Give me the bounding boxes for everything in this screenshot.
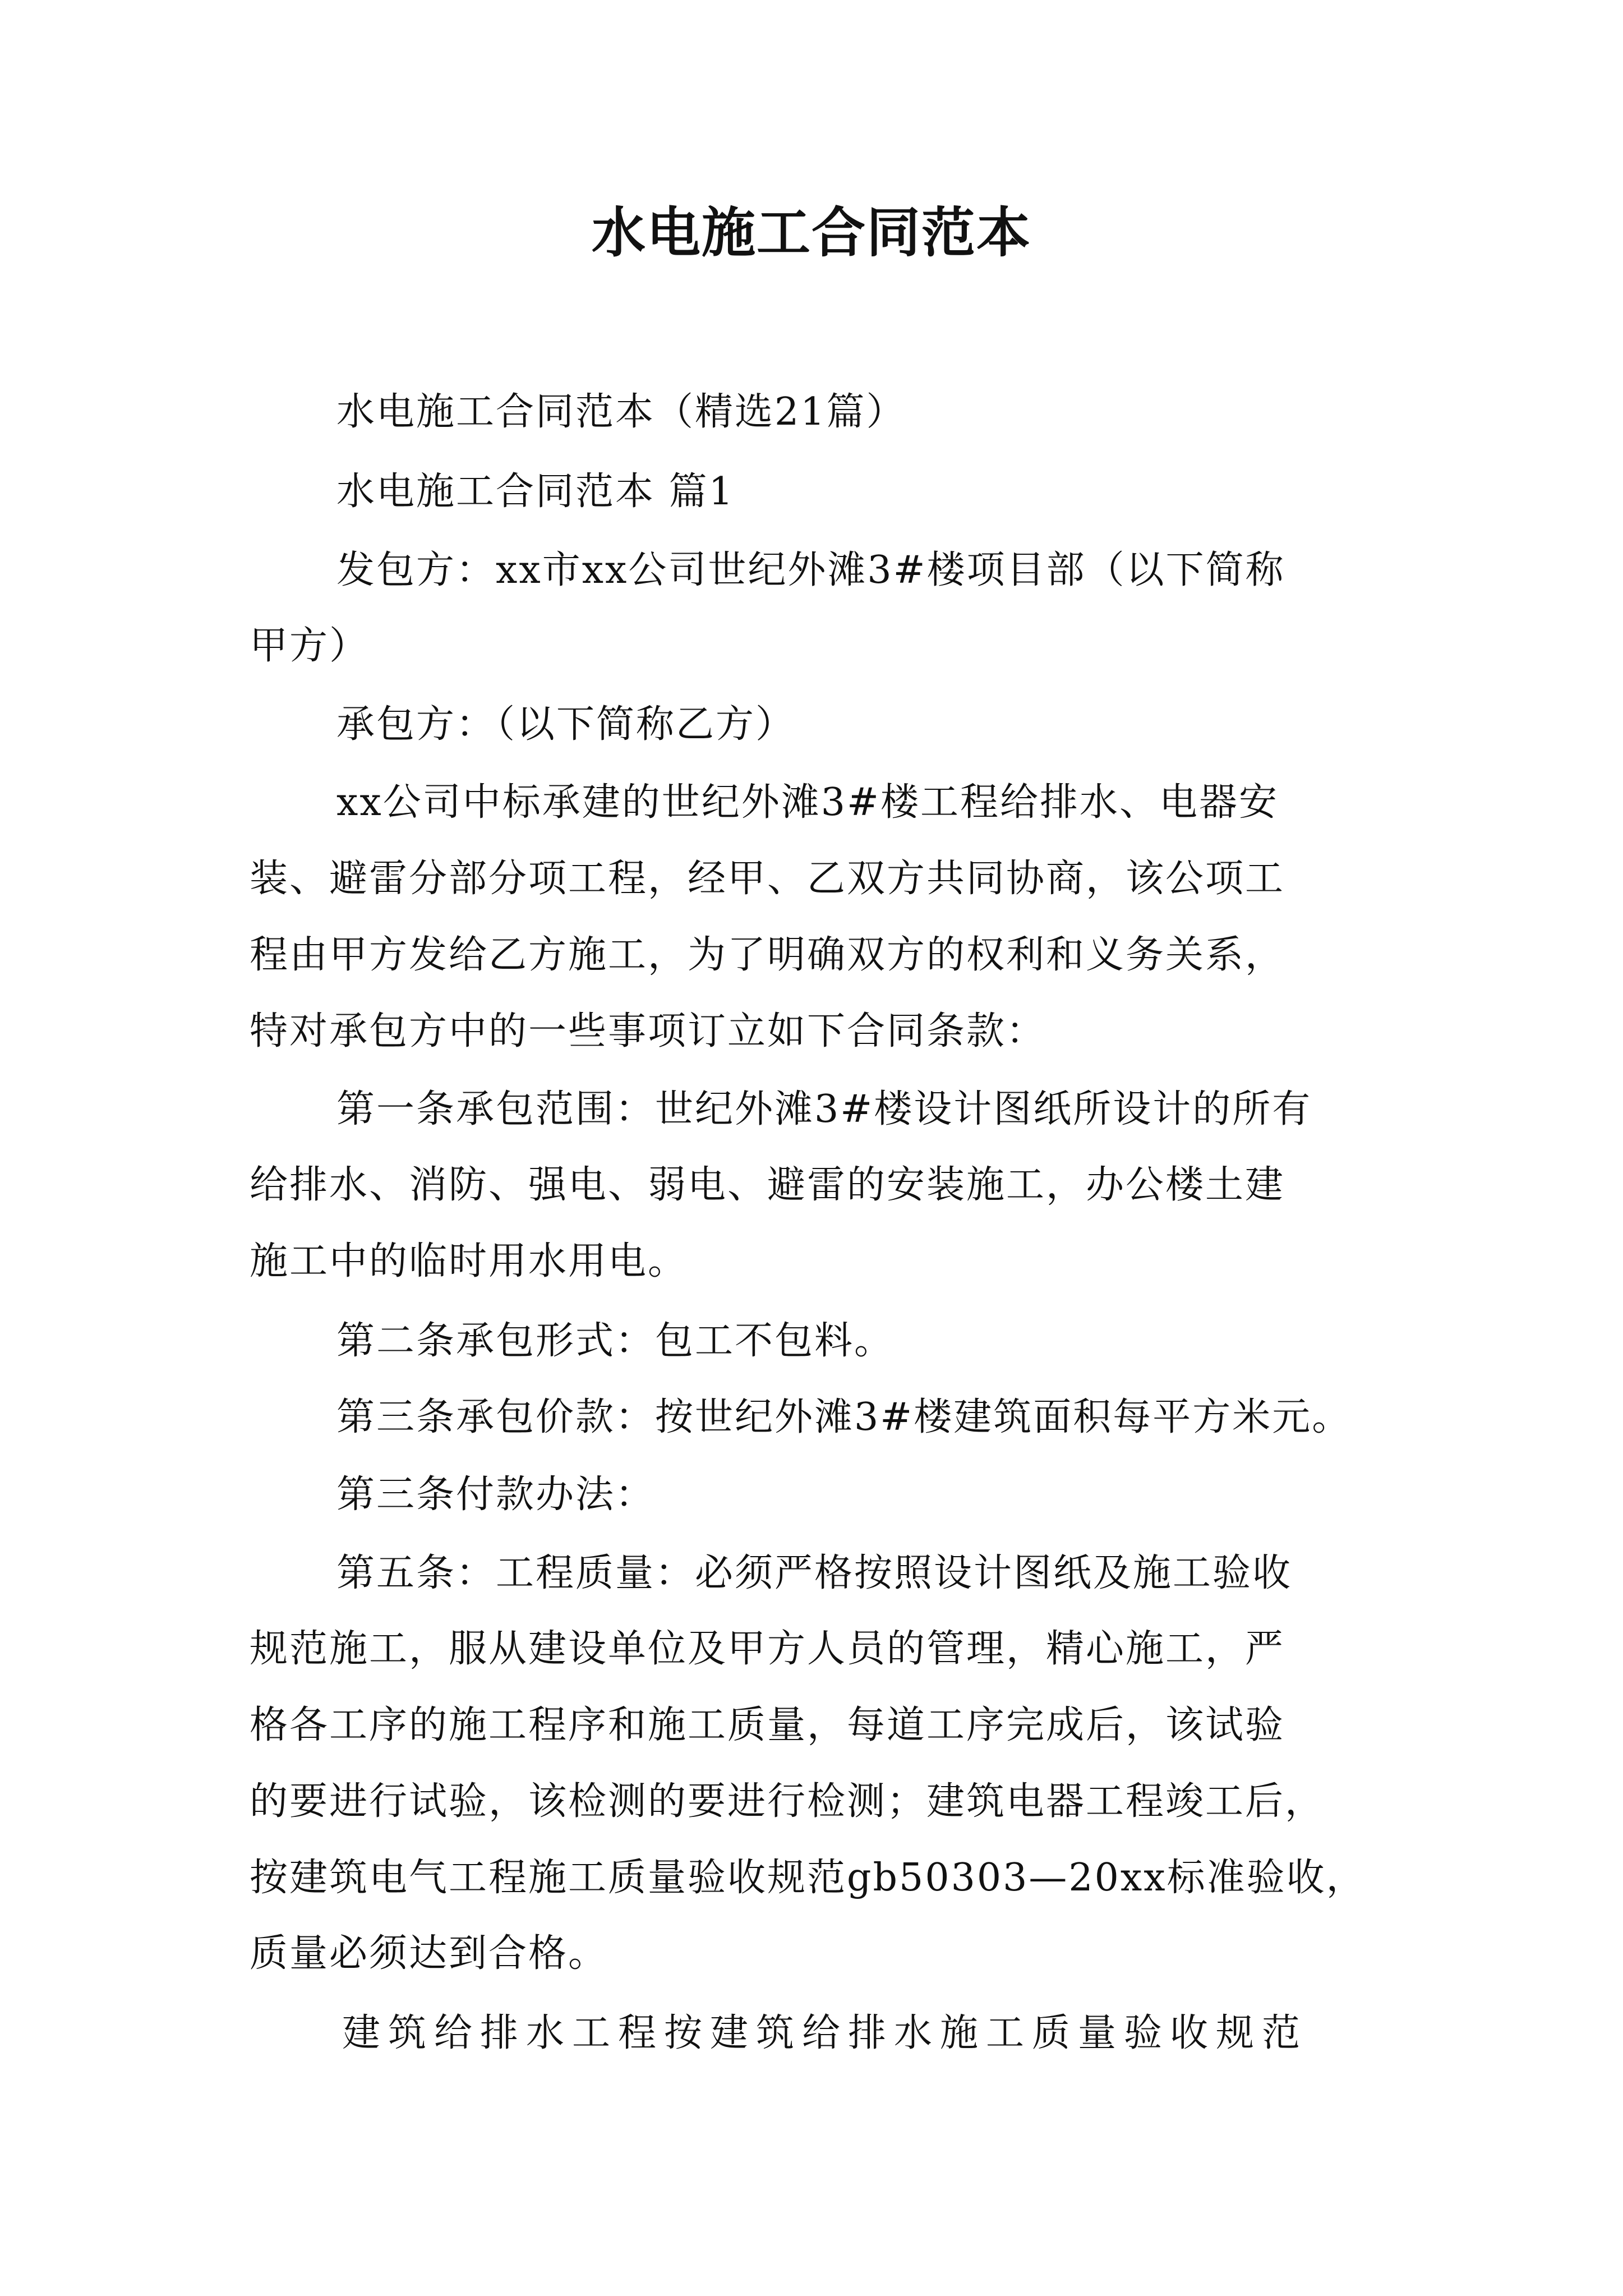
- paragraph-line: 装、避雷分部分项工程，经甲、乙双方共同协商，该公项工: [250, 857, 1285, 901]
- paragraph-line: 第二条承包形式：包工不包料。: [336, 1319, 895, 1363]
- paragraph-line: 质量必须达到合格。: [250, 1931, 608, 1976]
- document-subtitle: 水电施工合同范本（精选21篇）: [336, 390, 906, 434]
- document-title: 水电施工合同范本: [592, 201, 1031, 264]
- paragraph-line: 第三条承包价款：按世纪外滩3#楼建筑面积每平方米元。: [336, 1395, 1352, 1439]
- paragraph-line: 第五条：工程质量：必须严格按照设计图纸及施工验收: [336, 1551, 1293, 1595]
- paragraph-line: 甲方）: [250, 624, 370, 668]
- paragraph-line: 格各工序的施工程序和施工质量，每道工序完成后，该试验: [250, 1703, 1285, 1747]
- paragraph-line: 给排水、消防、强电、弱电、避雷的安装施工，办公楼土建: [250, 1163, 1285, 1207]
- paragraph-line: 施工中的临时用水用电。: [250, 1239, 688, 1283]
- paragraph-line: 建筑给排水工程按建筑给排水施工质量验收规范: [342, 2011, 1308, 2055]
- paragraph-line: 第三条付款办法：: [336, 1473, 656, 1517]
- paragraph-line: 程由甲方发给乙方施工，为了明确双方的权利和义务关系，: [250, 933, 1285, 977]
- paragraph-line: 发包方：xx市xx公司世纪外滩3#楼项目部（以下简称: [336, 548, 1285, 592]
- paragraph-line: 承包方：（以下简称乙方）: [336, 702, 796, 747]
- paragraph-line: 规范施工，服从建设单位及甲方人员的管理，精心施工，严: [250, 1627, 1285, 1671]
- paragraph-line: 按建筑电气工程施工质量验收规范gb50303—20xx标准验收，: [250, 1856, 1366, 1900]
- paragraph-line: xx公司中标承建的世纪外滩3#楼工程给排水、电器安: [336, 780, 1279, 825]
- section-heading: 水电施工合同范本 篇1: [336, 470, 735, 514]
- paragraph-line: 的要进行试验，该检测的要进行检测；建筑电器工程竣工后，: [250, 1779, 1325, 1824]
- paragraph-line: 第一条承包范围：世纪外滩3#楼设计图纸所设计的所有: [336, 1087, 1312, 1131]
- paragraph-line: 特对承包方中的一些事项订立如下合同条款：: [250, 1009, 1046, 1053]
